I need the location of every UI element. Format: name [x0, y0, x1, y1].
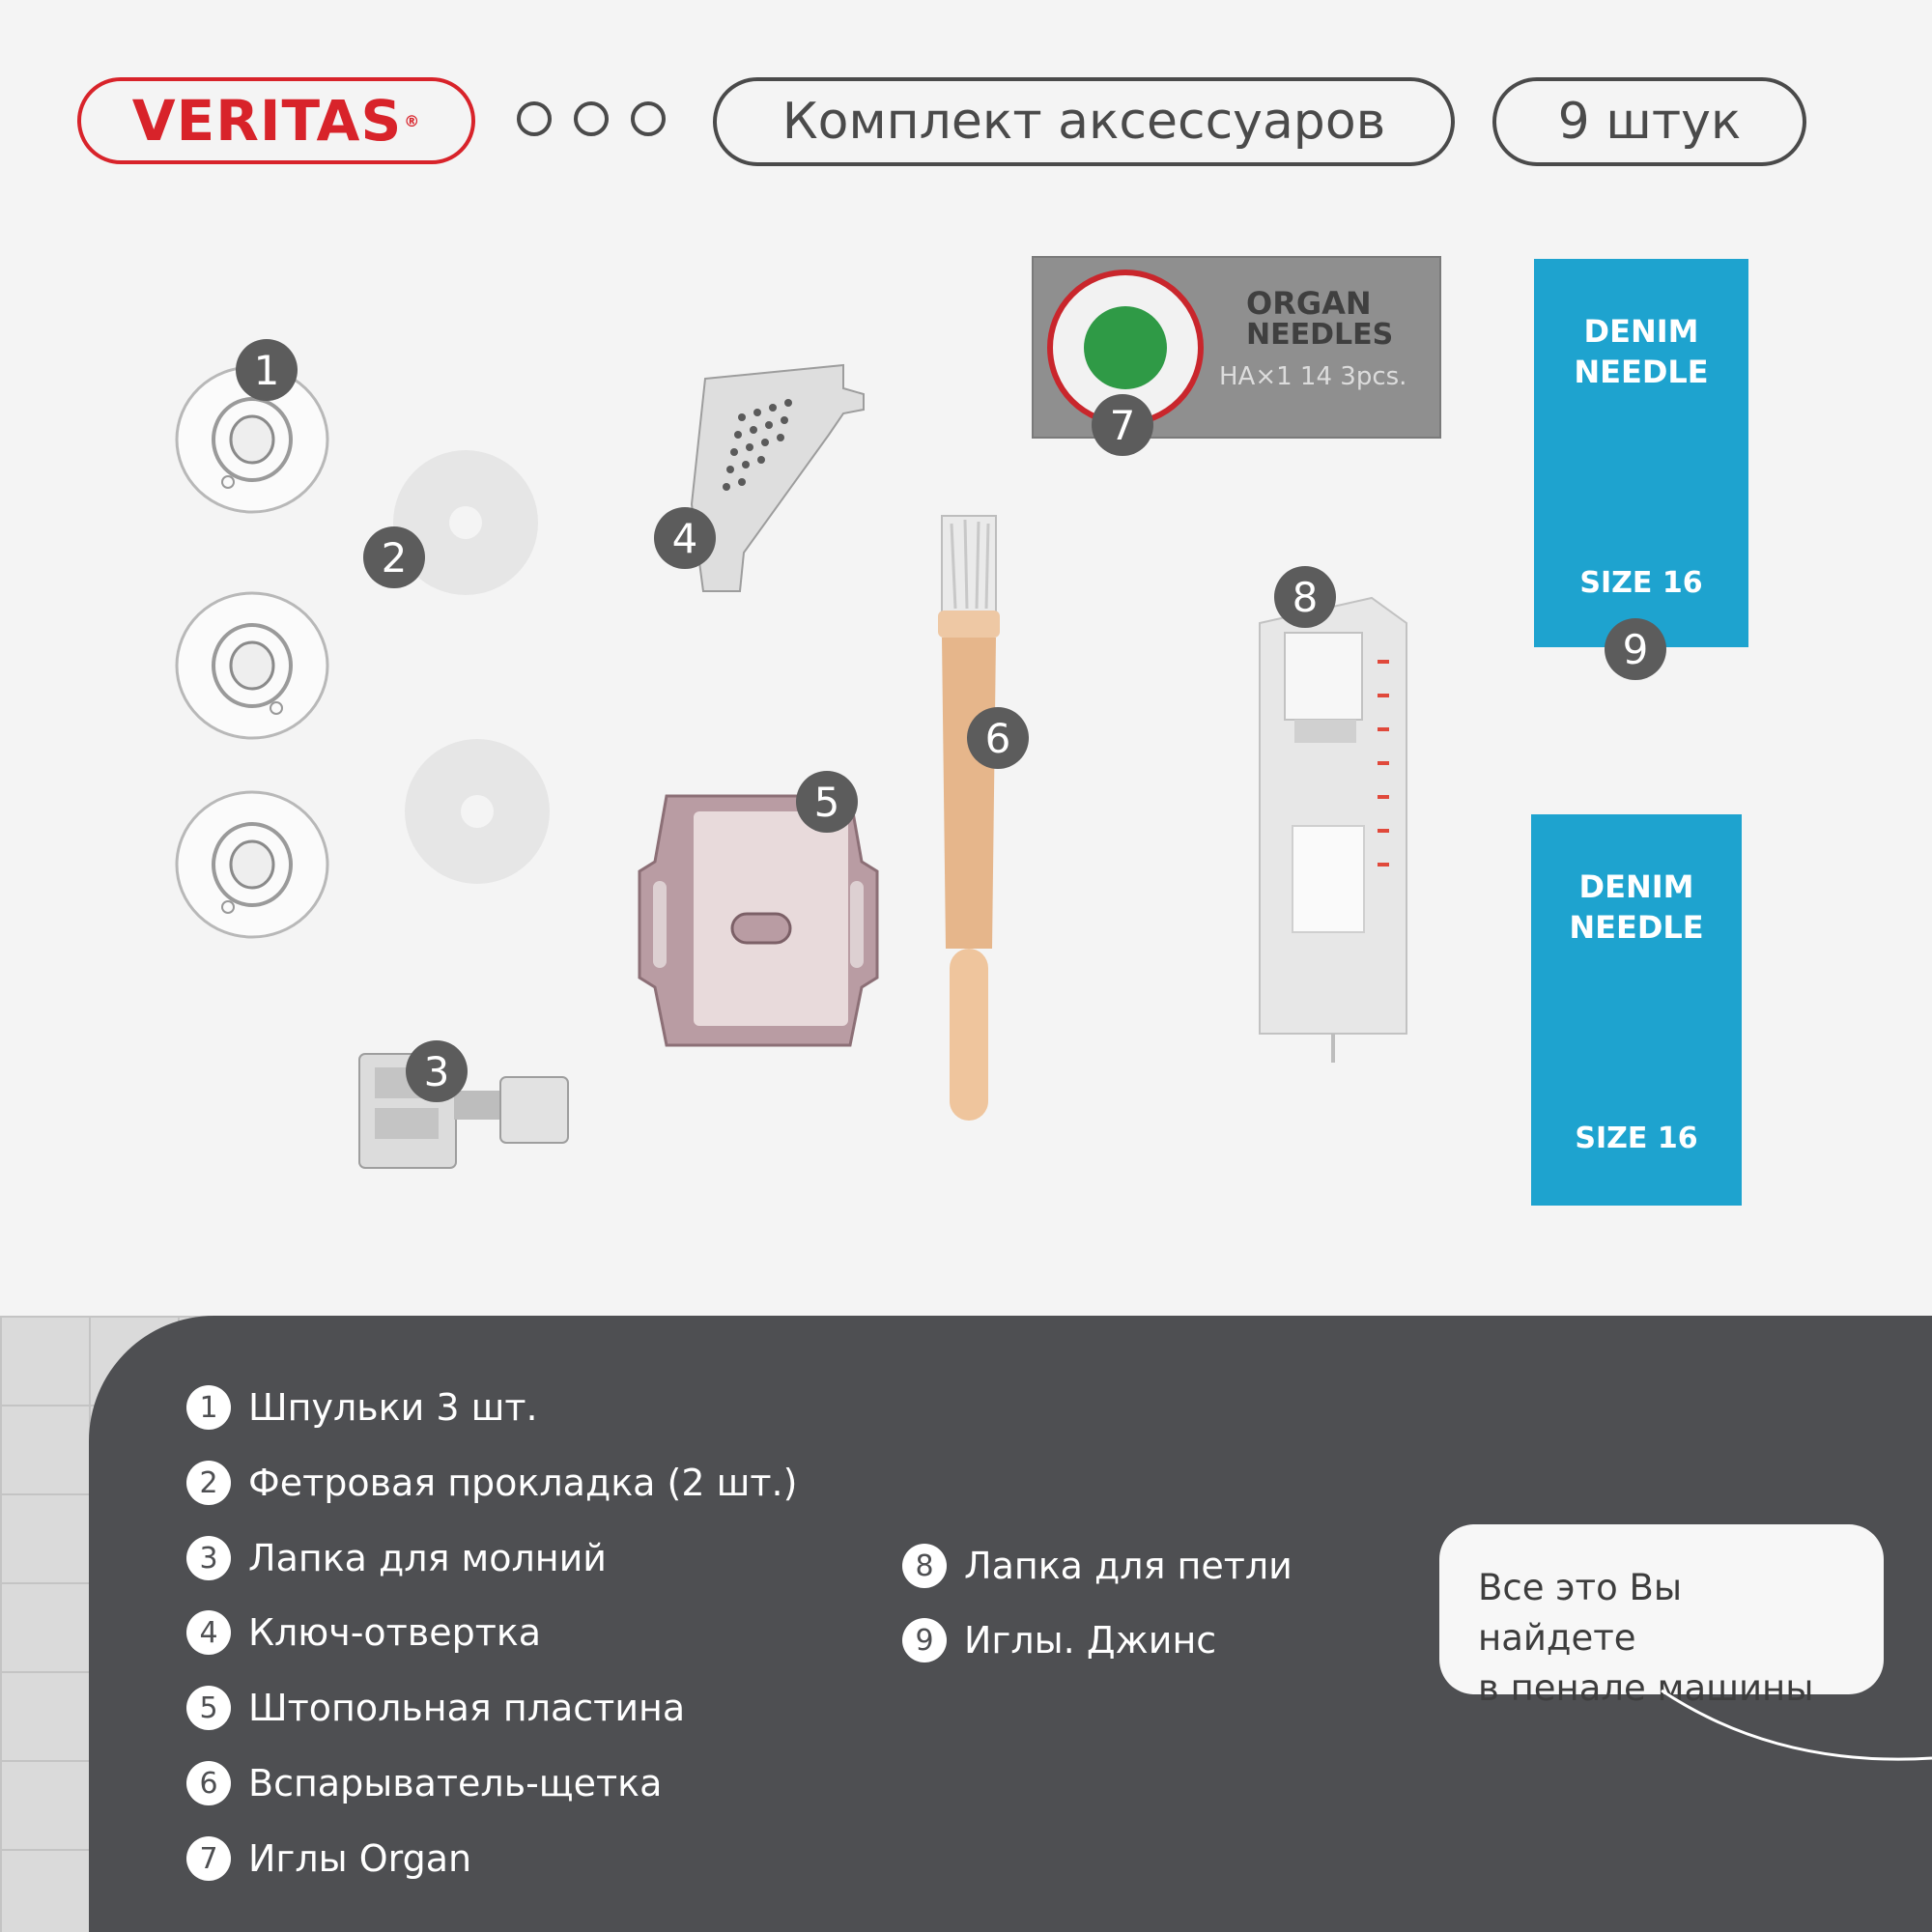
legend-item: [902, 1544, 1293, 1588]
legend-item: [186, 1461, 797, 1505]
organ-needles-pack: [1032, 256, 1441, 439]
denim-pack-size: SIZE 16: [1575, 1122, 1698, 1155]
legend-label: Иглы. Джинс: [964, 1619, 1217, 1662]
buttonhole-foot-image: [1256, 594, 1410, 1067]
page-title: Комплект аксессуаров: [781, 93, 1386, 151]
legend-number: 2: [186, 1461, 231, 1505]
screwdriver-key-image: [684, 359, 867, 601]
legend-label: Фетровая прокладка (2 шт.): [248, 1462, 798, 1504]
count-pill: [1492, 77, 1806, 166]
callout-tail: [1642, 1681, 1932, 1777]
marker-5: 5: [796, 771, 858, 833]
denim-needle-pack: [1534, 259, 1748, 647]
legend-number: 5: [186, 1686, 231, 1730]
legend-label: Иглы Organ: [248, 1837, 472, 1880]
denim-pack-title: DENIM: [1583, 313, 1699, 350]
denim-pack-subtitle: NEEDLE: [1569, 909, 1704, 946]
legend-label: Лапка для петли: [964, 1545, 1293, 1587]
denim-pack-title: DENIM: [1578, 868, 1694, 905]
organ-brand-text: ORGAN: [1246, 285, 1372, 322]
marker-3: 3: [406, 1040, 468, 1102]
legend-item: [186, 1686, 685, 1730]
registered-mark: ®: [404, 111, 421, 130]
dot-icon: [574, 101, 609, 136]
marker-9: 9: [1605, 618, 1666, 680]
callout-line-2: в пенале машины: [1478, 1667, 1814, 1709]
title-pill: [713, 77, 1455, 166]
legend-label: Ключ-отвертка: [248, 1611, 542, 1654]
legend-label: Шпульки 3 шт.: [248, 1386, 538, 1429]
organ-spec-text: HA×1 14 3pcs.: [1219, 362, 1407, 391]
marker-2: 2: [363, 526, 425, 588]
legend-number: 7: [186, 1836, 231, 1881]
brand-name: VERITAS: [131, 88, 403, 154]
callout-line-1: Все это Вы найдете: [1478, 1567, 1683, 1659]
legend-item: [186, 1610, 541, 1655]
marker-1: 1: [236, 339, 298, 401]
marker-6: 6: [967, 707, 1029, 769]
callout-bubble: [1439, 1524, 1884, 1709]
legend-item: [186, 1836, 471, 1881]
dot-icon: [517, 101, 552, 136]
bobbin-image: [174, 790, 330, 940]
marker-4: 4: [654, 507, 716, 569]
marker-8: 8: [1274, 566, 1336, 628]
bobbin-image: [174, 591, 330, 741]
legend-label: Штопольная пластина: [248, 1687, 686, 1729]
item-count: 9 штук: [1557, 93, 1742, 151]
legend-number: 4: [186, 1610, 231, 1655]
organ-needles-text: NEEDLES: [1246, 318, 1394, 352]
veritas-logo: [77, 77, 475, 164]
dot-icon: [631, 101, 666, 136]
legend-item: [186, 1761, 662, 1805]
legend-item: [186, 1536, 607, 1580]
denim-needle-pack: [1531, 814, 1742, 1206]
legend-number: 1: [186, 1385, 231, 1430]
legend-item: [186, 1385, 538, 1430]
legend-number: 3: [186, 1536, 231, 1580]
felt-pad-image: [403, 737, 553, 887]
legend-number: 9: [902, 1618, 947, 1662]
darning-plate-image: [638, 794, 879, 1047]
legend-number: 6: [186, 1761, 231, 1805]
legend-label: Лапка для молний: [248, 1537, 607, 1579]
legend-number: 8: [902, 1544, 947, 1588]
denim-pack-size: SIZE 16: [1579, 566, 1703, 600]
marker-7: 7: [1092, 394, 1153, 456]
seam-ripper-image: [932, 514, 1009, 1124]
legend-label: Вспарыватель-щетка: [248, 1762, 663, 1804]
legend-item: [902, 1618, 1216, 1662]
denim-pack-subtitle: NEEDLE: [1574, 354, 1709, 390]
